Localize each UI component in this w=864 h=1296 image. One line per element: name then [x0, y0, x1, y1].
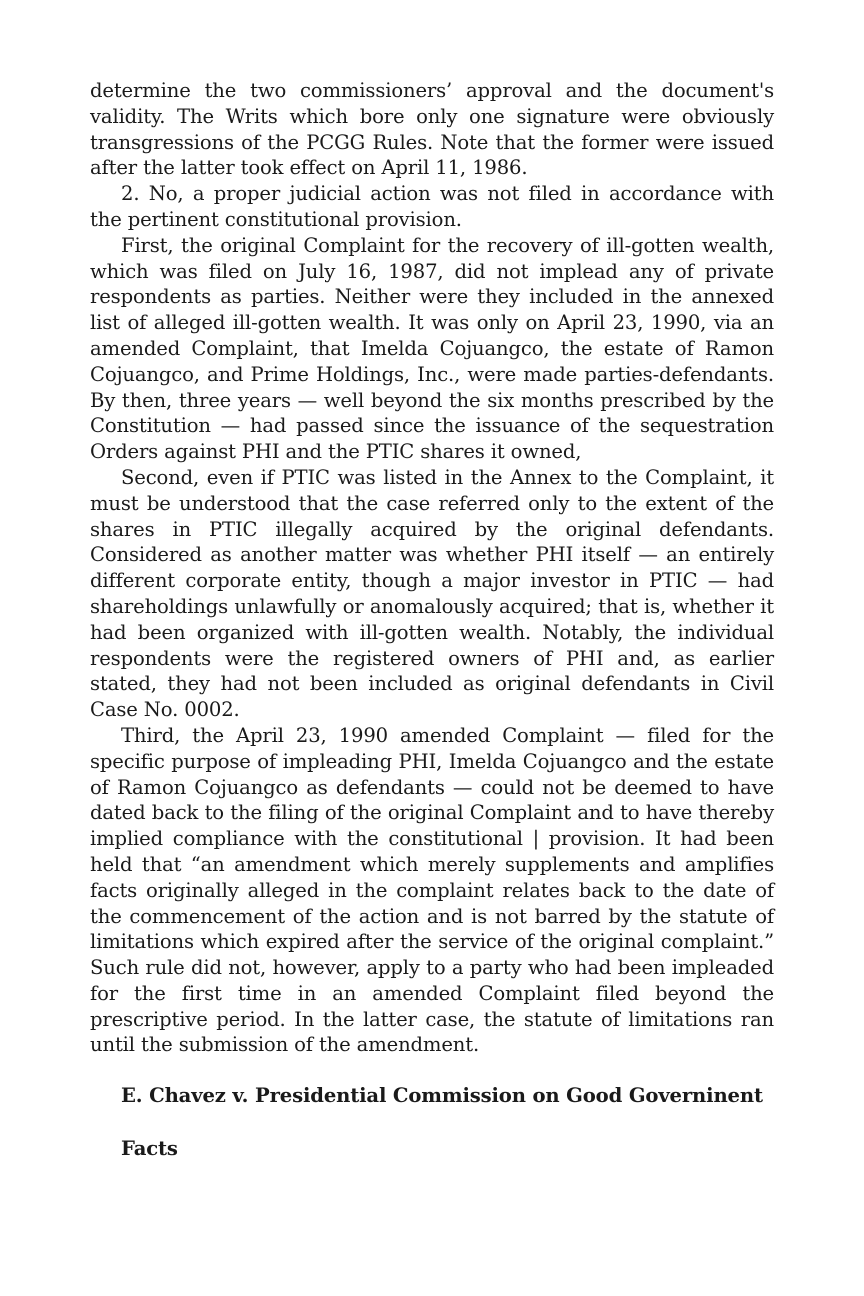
paragraph-second: Second, even if PTIC was listed in the Annex to the Complaint, it must be understood that the case referred only to the extent of the shares in PTIC illegally acquired by the original defendants. Considered as another matter was whether PHI itself — an entirely different corporate entity, though a major investor in PTIC — had shareholdings unlawfully or anomalously acquired; that is, whether it had been organized with ill-gotten wealth. Notably, the individual respondents were the registered owners of PHI and, as earlier stated, they had not been included as original defendants in Civil Case No. 0002. — [90, 465, 774, 722]
subheading-facts: Facts — [121, 1137, 178, 1161]
paragraph-continuation: determine the two commissioners’ approval and the document's validity. The Writs which bore only one signature were obviously transgressions of the PCGG Rules. Note that the former were issued after the latter took effect on April 11, 1986. — [90, 79, 774, 180]
paragraph-answer-2: 2. No, a proper judicial action was not filed in accordance with the pertinent constitutional provision. — [90, 182, 774, 231]
section-heading: E. Chavez v. Presidential Commission on Good Governinent — [121, 1084, 763, 1108]
paragraph-first: First, the original Complaint for the recovery of ill-gotten wealth, which was filed on July 16, 1987, did not implead any of private respondents as parties. Neither were they included in the annexed list of alleged ill-gotten wealth. It was only on April 23, 1990, via an amended Complaint, that Imelda Cojuangco, the estate of Ramon Cojuangco, and Prime Holdings, Inc., were made parties-defendants. By then, three years — well beyond the six months prescribed by the Constitution — had passed since the issuance of the sequestration Orders against PHI and the PTIC shares it owned, — [90, 233, 774, 464]
document-page — [90, 78, 774, 1162]
paragraph-third: Third, the April 23, 1990 amended Complaint — filed for the specific purpose of impleading PHI, Imelda Cojuangco and the estate of Ramon Cojuangco as defendants — could not be deemed to have dated back to the filing of the original Complaint and to have thereby implied compliance with the constitutional | provision. It had been held that “an amendment which merely supplements and amplifies facts originally alleged in the complaint relates back to the date of the commencement of the action and is not barred by the statute of limitations which expired after the service of the original complaint.” Such rule did not, however, apply to a party who had been impleaded for the first time in an amended Complaint filed beyond the prescriptive period. In the latter case, the statute of limitations ran until the submission of the amendment. — [90, 723, 774, 1057]
